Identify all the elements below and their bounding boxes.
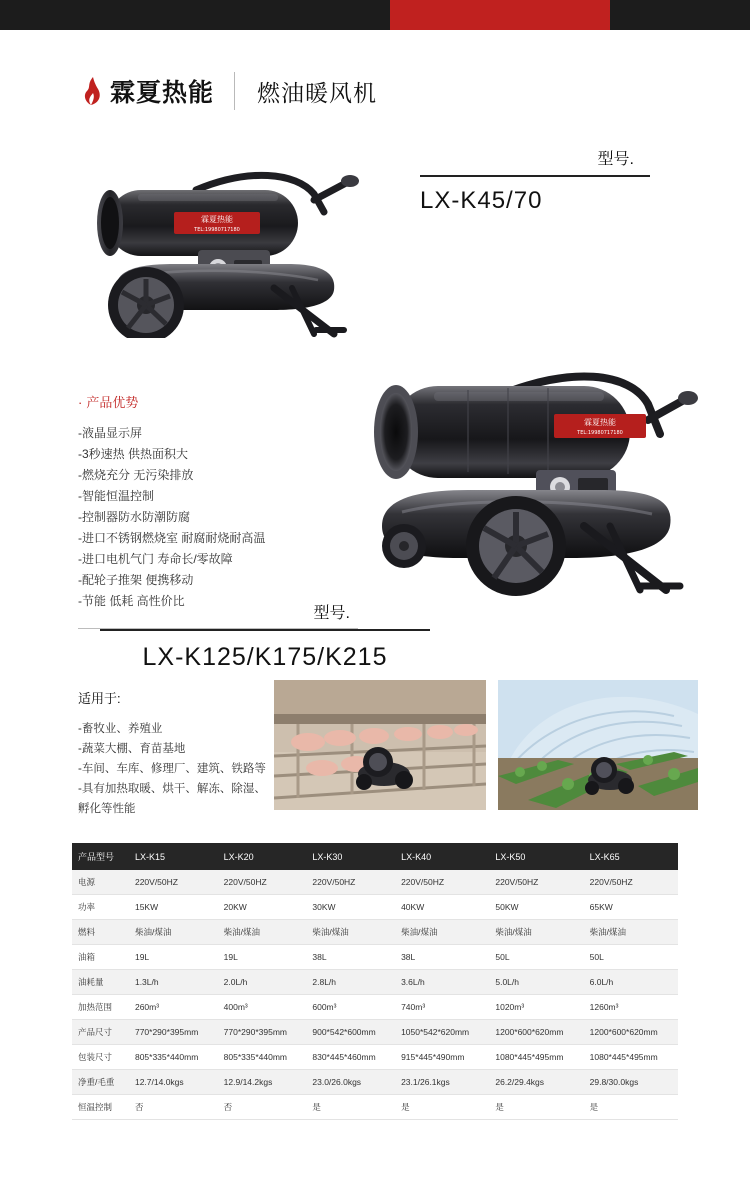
table-cell: 23.1/26.1kgs xyxy=(395,1070,489,1095)
table-header-cell: LX-K65 xyxy=(584,843,678,870)
table-header-row xyxy=(72,843,678,870)
page-header xyxy=(0,30,750,110)
table-cell: 220V/50HZ xyxy=(489,870,583,895)
table-cell: 柴油/煤油 xyxy=(395,920,489,945)
table-cell: 805*335*440mm xyxy=(218,1045,307,1070)
table-cell: 功率 xyxy=(72,895,129,920)
advantages-bullet: · xyxy=(78,395,83,410)
table-cell: 19L xyxy=(218,945,307,970)
svg-text:TEL:19980717180: TEL:19980717180 xyxy=(577,430,623,436)
table-cell: 1020m³ xyxy=(489,995,583,1020)
advantages-block xyxy=(78,392,358,629)
product-1-model-block xyxy=(420,146,650,215)
table-header-cell: LX-K40 xyxy=(395,843,489,870)
table-cell: 油箱 xyxy=(72,945,129,970)
table-cell: 805*335*440mm xyxy=(129,1045,218,1070)
table-cell: 2.0L/h xyxy=(218,970,307,995)
table-cell: 2.8L/h xyxy=(306,970,395,995)
table-cell: 1260m³ xyxy=(584,995,678,1020)
heater-k125-image xyxy=(348,350,708,615)
table-cell: 柴油/煤油 xyxy=(306,920,395,945)
table-cell: 否 xyxy=(129,1095,218,1120)
table-cell: 3.6L/h xyxy=(395,970,489,995)
list-item: -具有加热取暖、烘干、解冻、除湿、孵化等性能 xyxy=(78,783,266,815)
list-item: -进口电机气门 寿命长/零故障 xyxy=(78,552,233,566)
pig-barn-photo xyxy=(274,680,486,810)
product-1-model-label: 型号. xyxy=(597,151,634,168)
table-row xyxy=(72,1095,678,1120)
table-cell: 油耗量 xyxy=(72,970,129,995)
table-cell: 否 xyxy=(218,1095,307,1120)
table-cell: 400m³ xyxy=(218,995,307,1020)
table-header-cell: LX-K20 xyxy=(218,843,307,870)
product-1-model-value: LX-K45/70 xyxy=(420,187,543,214)
svg-text:霖夏热能: 霖夏热能 xyxy=(584,418,616,427)
table-cell: 12.9/14.2kgs xyxy=(218,1070,307,1095)
table-cell: 恒温控制 xyxy=(72,1095,129,1120)
table-cell: 830*445*460mm xyxy=(306,1045,395,1070)
table-cell: 50L xyxy=(489,945,583,970)
table-cell: 15KW xyxy=(129,895,218,920)
spec-table-wrapper xyxy=(72,843,678,1120)
table-header-cell: 产品型号 xyxy=(72,843,129,870)
table-row xyxy=(72,895,678,920)
table-cell: 38L xyxy=(306,945,395,970)
table-row xyxy=(72,920,678,945)
topbar-segment-dark-left xyxy=(0,0,390,30)
greenhouse-photo xyxy=(498,680,710,810)
table-cell: 260m³ xyxy=(129,995,218,1020)
brand-logo-text: 霖夏热能 xyxy=(110,79,215,107)
table-cell: 是 xyxy=(584,1095,678,1120)
table-cell: 1080*445*495mm xyxy=(584,1045,678,1070)
table-cell: 50KW xyxy=(489,895,583,920)
flame-icon xyxy=(78,76,104,106)
svg-text:霖夏热能: 霖夏热能 xyxy=(201,215,233,224)
list-item: -液晶显示屏 xyxy=(78,426,142,440)
list-item: -车间、车库、修理厂、建筑、铁路等 xyxy=(78,763,266,775)
table-cell: 220V/50HZ xyxy=(306,870,395,895)
table-header-cell: LX-K30 xyxy=(306,843,395,870)
table-cell: 900*542*600mm xyxy=(306,1020,395,1045)
table-row xyxy=(72,995,678,1020)
product-2-model-label: 型号. xyxy=(313,605,350,622)
table-cell: 是 xyxy=(395,1095,489,1120)
applications-title: 适用于: xyxy=(78,691,121,706)
table-row xyxy=(72,1045,678,1070)
advantages-title xyxy=(78,392,358,411)
table-cell: 加热范围 xyxy=(72,995,129,1020)
table-row xyxy=(72,945,678,970)
table-cell: 1.3L/h xyxy=(129,970,218,995)
table-cell: 30KW xyxy=(306,895,395,920)
application-photos xyxy=(274,680,710,810)
table-header-cell: LX-K50 xyxy=(489,843,583,870)
list-item: -控制器防水防潮防腐 xyxy=(78,510,190,524)
header-divider xyxy=(234,72,235,110)
table-cell: 220V/50HZ xyxy=(395,870,489,895)
product-2-model-rule xyxy=(100,629,430,631)
table-cell: 1200*600*620mm xyxy=(489,1020,583,1045)
list-item: -进口不锈钢燃烧室 耐腐耐烧耐高温 xyxy=(78,531,266,545)
table-cell: 柴油/煤油 xyxy=(489,920,583,945)
table-cell: 26.2/29.4kgs xyxy=(489,1070,583,1095)
topbar-segment-red xyxy=(390,0,610,30)
table-cell: 6.0L/h xyxy=(584,970,678,995)
table-row xyxy=(72,870,678,895)
top-color-bar xyxy=(0,0,750,30)
advantages-title-text: 产品优势 xyxy=(86,395,139,410)
list-item: -燃烧充分 无污染排放 xyxy=(78,468,194,482)
table-header-cell: LX-K15 xyxy=(129,843,218,870)
product-1-model-rule xyxy=(420,175,650,177)
table-cell: 电源 xyxy=(72,870,129,895)
table-cell: 1200*600*620mm xyxy=(584,1020,678,1045)
table-cell: 19L xyxy=(129,945,218,970)
table-cell: 220V/50HZ xyxy=(129,870,218,895)
table-cell: 是 xyxy=(489,1095,583,1120)
table-row xyxy=(72,970,678,995)
heater-k45-image xyxy=(78,138,378,338)
table-cell: 220V/50HZ xyxy=(218,870,307,895)
table-cell: 12.7/14.0kgs xyxy=(129,1070,218,1095)
table-cell: 29.8/30.0kgs xyxy=(584,1070,678,1095)
table-row xyxy=(72,1020,678,1045)
table-cell: 产品尺寸 xyxy=(72,1020,129,1045)
table-cell: 包装尺寸 xyxy=(72,1045,129,1070)
applications-block xyxy=(78,688,268,819)
table-cell: 915*445*490mm xyxy=(395,1045,489,1070)
table-cell: 600m³ xyxy=(306,995,395,1020)
product-2-model-value: LX-K125/K175/K215 xyxy=(142,643,388,671)
table-cell: 65KW xyxy=(584,895,678,920)
svg-text:TEL:19980717180: TEL:19980717180 xyxy=(194,227,240,233)
table-cell: 是 xyxy=(306,1095,395,1120)
table-cell: 38L xyxy=(395,945,489,970)
table-cell: 净重/毛重 xyxy=(72,1070,129,1095)
list-item: -节能 低耗 高性价比 xyxy=(78,594,185,608)
product-1-section xyxy=(0,124,750,354)
table-cell: 1080*445*495mm xyxy=(489,1045,583,1070)
table-cell: 40KW xyxy=(395,895,489,920)
product-2-model-block xyxy=(100,600,430,672)
table-cell: 770*290*395mm xyxy=(218,1020,307,1045)
table-cell: 5.0L/h xyxy=(489,970,583,995)
list-item: -3秒速热 供热面积大 xyxy=(78,447,189,461)
list-item: -配轮子推架 便携移动 xyxy=(78,573,194,587)
topbar-segment-dark-right xyxy=(610,0,750,30)
table-cell: 柴油/煤油 xyxy=(218,920,307,945)
table-cell: 柴油/煤油 xyxy=(129,920,218,945)
table-cell: 燃料 xyxy=(72,920,129,945)
table-cell: 770*290*395mm xyxy=(129,1020,218,1045)
table-cell: 柴油/煤油 xyxy=(584,920,678,945)
spec-table xyxy=(72,843,678,1120)
page-title: 燃油暖风机 xyxy=(257,79,378,106)
table-cell: 50L xyxy=(584,945,678,970)
table-row xyxy=(72,1070,678,1095)
table-cell: 1050*542*620mm xyxy=(395,1020,489,1045)
advantages-list xyxy=(78,423,358,612)
list-item: -畜牧业、养殖业 xyxy=(78,723,163,735)
table-cell: 20KW xyxy=(218,895,307,920)
table-cell: 740m³ xyxy=(395,995,489,1020)
list-item: -智能恒温控制 xyxy=(78,489,154,503)
list-item: -蔬菜大棚、育苗基地 xyxy=(78,743,186,755)
table-cell: 23.0/26.0kgs xyxy=(306,1070,395,1095)
product-2-section xyxy=(348,350,708,615)
table-cell: 220V/50HZ xyxy=(584,870,678,895)
applications-list xyxy=(78,719,268,819)
